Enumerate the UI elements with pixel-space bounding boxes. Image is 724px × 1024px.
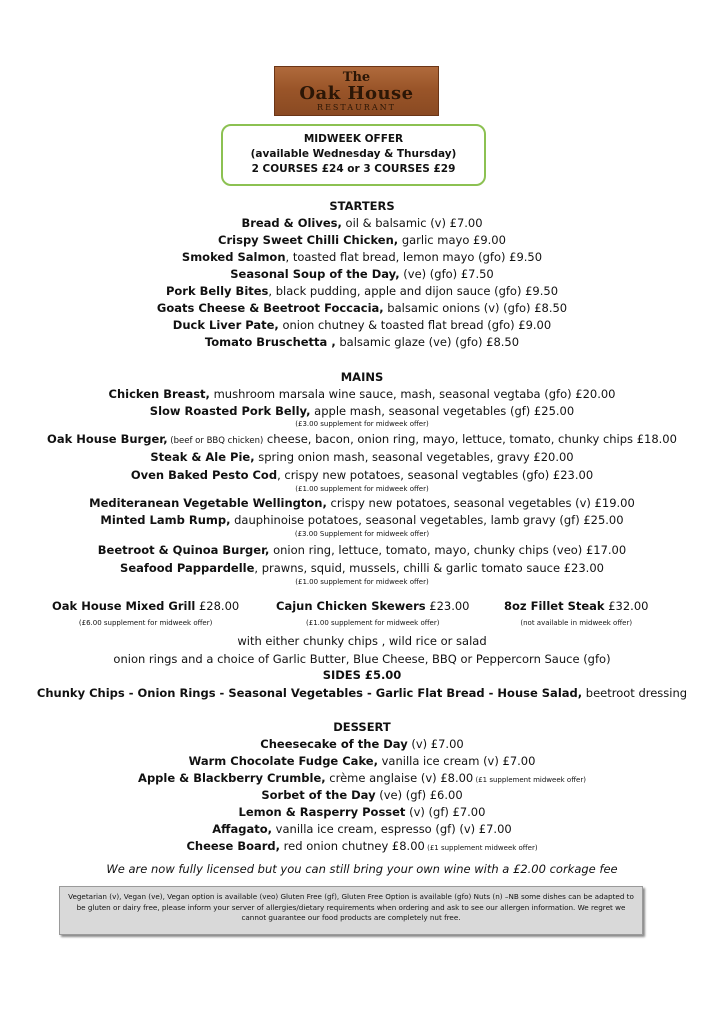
item-desc: vanilla ice cream (v) £7.00 (377, 754, 536, 768)
item-name: Beetroot & Quinoa Burger, (97, 543, 270, 557)
item-name: Steak & Ale Pie, (150, 450, 255, 464)
item-name: Duck Liver Pate, (172, 318, 279, 332)
main-item (0, 432, 724, 449)
item-desc: crème anglaise (v) £8.00 (325, 771, 474, 785)
item-desc: onion ring, lettuce, tomato, mayo, chunky chips (veo) £17.00 (269, 543, 627, 557)
grill-note: (not available in midweek offer) (520, 619, 633, 627)
item-name: Crispy Sweet Chilli Chicken, (218, 233, 399, 247)
starter-item (0, 250, 724, 265)
item-desc: mushroom marsala wine sauce, mash, seasonal vegtaba (gfo) £20.00 (209, 387, 616, 401)
restaurant-logo (274, 66, 439, 116)
item-name: Bread & Olives, (241, 216, 342, 230)
starter-item (0, 216, 724, 231)
main-item (0, 468, 724, 483)
item-name: Smoked Salmon (181, 250, 286, 264)
item-name: Sorbet of the Day (261, 788, 376, 802)
item-name: Apple & Blackberry Crumble, (138, 771, 326, 785)
grill-price: £23.00 (425, 599, 470, 613)
starter-item (0, 284, 724, 299)
item-name: Mediteranean Vegetable Wellington, (89, 496, 327, 510)
grill-name: Oak House Mixed Grill (52, 599, 196, 613)
dessert-item (0, 805, 724, 820)
item-desc: oil & balsamic (v) £7.00 (341, 216, 483, 230)
item-note: (£1 supplement midweek offer) (424, 844, 538, 852)
logo-line-1: The (342, 69, 371, 85)
supplement-note: (£1.00 supplement for midweek offer) (295, 485, 429, 493)
main-item (0, 450, 724, 465)
item-desc: crispy new potatoes, seasonal vegetables (v) £19.00 (326, 496, 635, 510)
grill-note: (£1.00 supplement for midweek offer) (306, 619, 440, 627)
grill-item-mixed (52, 599, 239, 628)
starter-item (0, 233, 724, 248)
sides-desc: beetroot dressing (582, 686, 688, 700)
item-desc: , prawns, squid, mussels, chilli & garlic tomato sauce £23.00 (254, 561, 604, 575)
item-desc: cheese, bacon, onion ring, mayo, lettuce, tomato, chunky chips £18.00 (263, 432, 677, 446)
item-desc: (ve) (gf) £6.00 (375, 788, 463, 802)
main-item (0, 387, 724, 402)
item-desc: onion chutney & toasted flat bread (gfo) £9.00 (278, 318, 552, 332)
item-name: Goats Cheese & Beetroot Foccacia, (156, 301, 384, 315)
starter-item (0, 335, 724, 350)
offer-title: MIDWEEK OFFER (303, 133, 404, 145)
main-item (0, 543, 724, 558)
item-desc: apple mash, seasonal vegetables (gf) £25.00 (310, 404, 575, 418)
dessert-item (0, 771, 724, 788)
item-name: Slow Roasted Pork Belly, (149, 404, 311, 418)
logo-line-3: RESTAURANT (317, 102, 396, 112)
item-desc: (v) (gf) £7.00 (405, 805, 486, 819)
item-name: Seasonal Soup of the Day, (230, 267, 400, 281)
dessert-item (0, 754, 724, 769)
item-name: Lemon & Rasperry Posset (238, 805, 406, 819)
item-desc: red onion chutney £8.00 (280, 839, 425, 853)
item-name: Oak House Burger, (47, 432, 168, 446)
grill-note: (£6.00 supplement for midweek offer) (78, 619, 213, 627)
dessert-heading: DESSERT (333, 720, 391, 734)
dessert-item (0, 788, 724, 803)
item-name: Seafood Pappardelle (120, 561, 255, 575)
item-name: Oven Baked Pesto Cod (130, 468, 278, 482)
item-desc: , toasted flat bread, lemon mayo (gfo) £9.50 (285, 250, 543, 264)
grill-item-cajun (276, 599, 470, 628)
grill-item-fillet (504, 599, 648, 628)
item-desc: , black pudding, apple and dijon sauce (gfo) £9.50 (268, 284, 559, 298)
supplement-note: (£3.00 Supplement for midweek offer) (294, 530, 430, 538)
item-desc: dauphinoise potatoes, seasonal vegetables, lamb gravy (gf) £25.00 (230, 513, 624, 527)
grill-sauces: onion rings and a choice of Garlic Butter, Blue Cheese, BBQ or Peppercorn Sauce (gfo) (113, 652, 611, 666)
supplement-note: (£3.00 supplement for midweek offer) (295, 420, 429, 428)
main-item (0, 561, 724, 576)
item-desc: balsamic onions (v) (gfo) £8.50 (383, 301, 568, 315)
grill-price: £28.00 (195, 599, 240, 613)
supplement-note: (£1.00 supplement for midweek offer) (295, 578, 429, 586)
item-desc: garlic mayo £9.00 (398, 233, 506, 247)
main-item (0, 404, 724, 419)
item-name: Tomato Bruschetta , (204, 335, 336, 349)
dessert-item (0, 822, 724, 837)
item-name: Cheese Board, (186, 839, 281, 853)
starter-item (0, 318, 724, 333)
sides-items: Chunky Chips - Onion Rings - Seasonal Vegetables - Garlic Flat Bread - House Salad, (36, 686, 583, 700)
item-desc: spring onion mash, seasonal vegetables, gravy £20.00 (254, 450, 574, 464)
offer-availability: (available Wednesday & Thursday) (250, 148, 457, 160)
item-desc: , crispy new potatoes, seasonal vegtables (gfo) £23.00 (277, 468, 594, 482)
offer-prices: 2 COURSES £24 or 3 COURSES £29 (251, 163, 456, 175)
mains-heading: MAINS (340, 370, 384, 384)
grill-name: Cajun Chicken Skewers (276, 599, 426, 613)
main-item (0, 496, 724, 511)
item-name: Cheesecake of the Day (260, 737, 408, 751)
item-name: Chicken Breast, (108, 387, 210, 401)
sides-heading: SIDES £5.00 (322, 668, 402, 682)
item-desc: vanilla ice cream, espresso (gf) (v) £7.00 (272, 822, 512, 836)
sides-list (0, 686, 724, 701)
item-name: Pork Belly Bites (165, 284, 269, 298)
item-name: Minted Lamb Rump, (100, 513, 231, 527)
item-note: (£1 supplement midweek offer) (473, 776, 586, 784)
licence-note: We are now fully licensed but you can still bring your own wine with a £2.00 corkage fee (106, 862, 618, 876)
item-note: (beef or BBQ chicken) (167, 436, 264, 446)
item-desc: (ve) (gfo) £7.50 (399, 267, 494, 281)
midweek-offer-box (221, 124, 486, 186)
starters-heading: STARTERS (329, 199, 395, 213)
starter-item (0, 267, 724, 282)
starter-item (0, 301, 724, 316)
logo-line-2: Oak House (299, 82, 414, 104)
item-name: Warm Chocolate Fudge Cake, (188, 754, 378, 768)
item-desc: (v) £7.00 (407, 737, 464, 751)
allergen-disclaimer: Vegetarian (v), Vegan (ve), Vegan option is available (veo) Gluten Free (gf), Gluten Free Option is available (gfo) Nuts (n) –NB some dishes can be adapted to be gluten or dairy free, please inform your server of allergies/dietary requirements when ordering and ask to see our allergen information. We regret we cannot guarantee our food products are completely nut free. (59, 886, 643, 935)
item-name: Affagato, (212, 822, 273, 836)
item-desc: balsamic glaze (ve) (gfo) £8.50 (335, 335, 520, 349)
grill-accompaniment: with either chunky chips , wild rice or salad (237, 634, 487, 648)
dessert-item (0, 839, 724, 856)
grill-price: £32.00 (604, 599, 649, 613)
main-item (0, 513, 724, 528)
dessert-item (0, 737, 724, 752)
grill-name: 8oz Fillet Steak (504, 599, 605, 613)
